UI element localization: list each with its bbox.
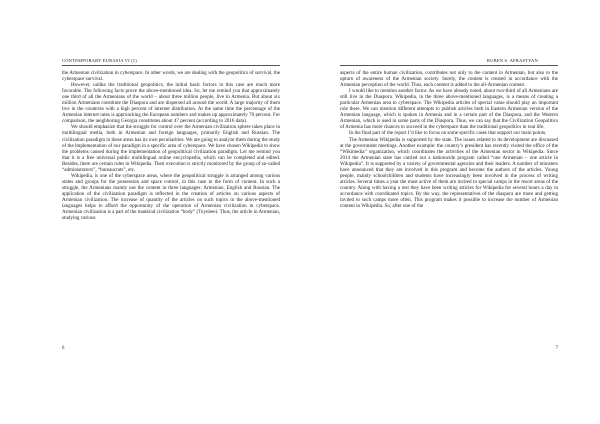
right-page (300, 0, 600, 424)
running-header: CONTEMPORARY EURASIA VI (1) (62, 58, 137, 63)
paragraph: However, unlike the traditional geopolitics, the initial basic factors in this case are much more favorable. The following facts prove the above-mentioned idea. So, let me remind you that approximately one third of all the Armenians of the world – about three million people, live in Armenia. But about six million Armenians constitute the Diaspora and are dispersed all around the world. A large majority of them live in the countries with a high percent of internet distribution. At the same time the percentage of the Armenian internet rates is approaching the European numbers and makes up approximately 70 percent. For comparison, the neighboring Georgia constitutes about 47 percent (according to 2016 data). (62, 82, 280, 125)
paragraph: the Armenian civilization in cyberspace. In other words, we are dealing with the geopolitics of survival, the cyberspace survival. (62, 70, 280, 83)
body-text (62, 70, 280, 221)
paragraph: In the final part of the report I’d like to focus on some specific cases that support our main points. (349, 130, 547, 137)
paragraph: I would like to mention another factor. As we have already noted, about two-third of all Armenians are still live in the Diaspora. Wikipedia, in the three above-mentioned languages, is a means of creating a particular Armenian area in cyberspace. The Wikipedia articles of special value should play an important role there. We can mention different attempts to publish articles both in Eastern Armenian version of the Armenian language, which is spoken in Armenia and in a certain part of the Diaspora, and the Western Armenian, which is used in some parts of the Diaspora. Thus, we can say that the Civilization Geopolitics of Armenia has more chances to succeed in the cyberspace than the traditional geopolitics in real life. (340, 88, 558, 131)
header-rule (340, 65, 558, 66)
paragraph: We should emphasize that the struggle for control over the Armenian civilization sphere takes place in multilingual media, both in Armenian and foreign languages, primarily English and Russian. The civilization paradigm in these areas has its own peculiarities. We are going to analyze them during the study of the implementation of our paradigm in a specific area of cyberspace. We have chosen Wikipedia to show the problems caused during the implementation of geopolitical civilization paradigm. Let me remind you that it is a free universal public multilingual online encyclopedia, which can be completed and edited. Besides, there are certain rules in Wikipedia. Their execution is strictly monitored by the group of so-called “administrators”, “bureaucrats”, etc. (62, 124, 280, 173)
body-text (340, 70, 558, 209)
page-number: 6 (62, 346, 65, 351)
paragraph: Wikipedia, is one of the cyberspace areas, where the geopolitical struggle is arranged among various states and groups for the possession and space control, in this case in the form of content. In such a struggle, the Armenians mainly use the content in three languages: Armenian, English and Russian. The application of the civilization paradigm is reflected in the creation of articles on various aspects of Armenian civilization. The increase of quantity of the articles on such topics in the above-mentioned languages helps to afford the opportunity of the operation of Armenian civilization in cyberspace. Armenian civilization is a part of the mankind civilization “body” (Toynbee). Thus, the article in Armenian, studying various (62, 172, 280, 222)
paragraph: aspects of the entire human civilization, contributes not only to the content in Armenian, but also to the upturn of awareness of the Armenian society. Surely, the content is created in accordance with the Armenian perception of the world. Thus, each content is added to the all-Armenian content. (340, 70, 558, 89)
running-header: RUBEN S. AFRASTYAN (486, 58, 538, 63)
page-number: 7 (555, 346, 558, 351)
header-rule (62, 65, 280, 66)
paragraph: The Armenian Wikipedia is supported by the state. The issues related to its development are discussed at the government meetings. Another example: the country’s president has recently visited the office of the “Wikimedia” organization, which coordinates the activities of the Armenian sector in Wikipedia. Since 2014 the Armenian state has carried out a nationwide program called “one Armenian – one article in Wikipedia”. It is supported by a variety of governmental agencies and their leaders. A number of ministers have announced that they are involved in this program and become the authors of the articles. Young people, mainly schoolchildren and students have increasingly been involved in the process of writing articles. Several times a year the most active of them are invited to special camps in the resort areas of the country. Along with having a rest they have been writing articles for Wikipedia for several hours a day in accordance with coordinated topics. By the way, the representatives of the diaspora are more and getting invited to such camps more often. This program makes it possible to increase the number of Armenian content in Wikipedia. So, after one of the (340, 136, 558, 210)
